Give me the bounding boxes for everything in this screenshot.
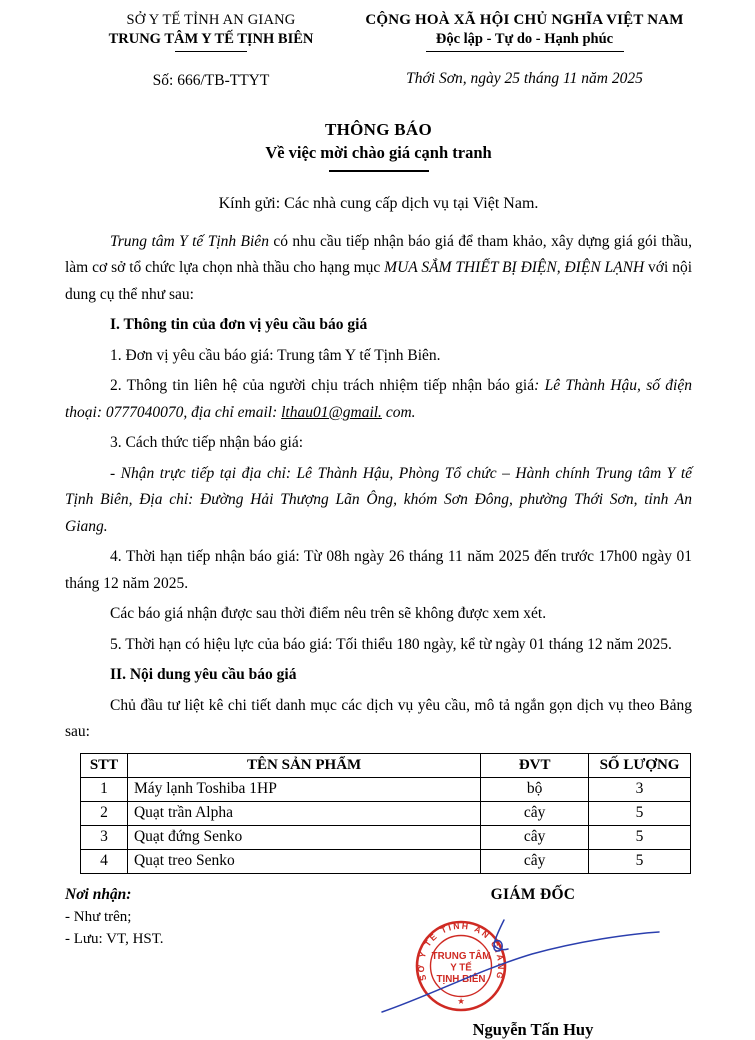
intro-project-name: MUA SẮM THIẾT BỊ ĐIỆN, ĐIỆN LẠNH bbox=[384, 259, 645, 276]
cell-product: Quạt trần Alpha bbox=[127, 801, 480, 825]
signer-name: Nguyễn Tấn Huy bbox=[472, 1019, 594, 1039]
document-body bbox=[65, 229, 692, 746]
intro-body-text: có nhu cầu tiếp nhận báo giá để tham khảo, xây dựng giá gói thầu, làm cơ sở tổ chức lựa chọn nhà thầu cho hạng mục bbox=[65, 232, 693, 276]
document-subtitle: Về việc mời chào giá cạnh tranh bbox=[265, 143, 492, 162]
cell-product: Máy lạnh Toshiba 1HP bbox=[127, 777, 480, 801]
cell-unit: cây bbox=[481, 801, 589, 825]
col-header-quantity: SỐ LƯỢNG bbox=[589, 753, 691, 777]
item2-contact: : Lê Thành Hậu, số điện thoại: 0777040070, địa chỉ email: bbox=[65, 377, 692, 421]
item2-tail: com. bbox=[381, 403, 416, 421]
intro-tail-text: với nội dung cụ thể như sau: bbox=[65, 259, 693, 303]
document-number: Số: 666/TB-TTYT bbox=[152, 72, 270, 89]
contact-email-link[interactable]: lthau01@gmail. bbox=[281, 403, 382, 421]
national-title: CỘNG HOÀ XÃ HỘI CHỦ NGHĨA VIỆT NAM bbox=[365, 12, 684, 28]
stamp-and-signature bbox=[374, 908, 692, 1024]
official-stamp-signature-graphic bbox=[374, 908, 692, 1024]
parent-agency-name: SỞ Y TẾ TỈNH AN GIANG bbox=[126, 12, 296, 28]
table-row bbox=[81, 777, 691, 801]
intro-paragraph bbox=[65, 229, 692, 309]
title-underline bbox=[329, 170, 429, 172]
signer-title: GIÁM ĐỐC bbox=[490, 885, 576, 903]
cell-product: Quạt đứng Senko bbox=[127, 825, 480, 849]
section1-item1: 1. Đơn vị yêu cầu báo giá: Trung tâm Y tế Tịnh Biên. bbox=[110, 346, 441, 364]
intro-org-name: Trung tâm Y tế Tịnh Biên bbox=[110, 232, 269, 250]
section2-heading: II. Nội dung yêu cầu báo giá bbox=[110, 666, 297, 683]
agency-underline bbox=[175, 51, 247, 52]
salutation-line: Kính gửi: Các nhà cung cấp dịch vụ tại Việt Nam. bbox=[218, 194, 539, 212]
recipients-block bbox=[65, 886, 374, 1040]
stamp-ring-text: SỞ Y TẾ TỈNH AN GIANG bbox=[415, 920, 507, 982]
stamp-star-icon: ★ bbox=[457, 995, 465, 1006]
national-motto: Độc lập - Tự do - Hạnh phúc bbox=[435, 31, 614, 47]
table-header-row bbox=[81, 753, 691, 777]
cell-unit: cây bbox=[481, 825, 589, 849]
recipient-line: - Như trên; bbox=[65, 908, 132, 925]
cell-stt: 1 bbox=[81, 777, 128, 801]
recipient-line: - Lưu: VT, HST. bbox=[65, 930, 164, 947]
cell-stt: 4 bbox=[81, 849, 128, 873]
document-title: THÔNG BÁO bbox=[324, 120, 433, 139]
cell-stt: 2 bbox=[81, 801, 128, 825]
table-row bbox=[81, 849, 691, 873]
section1-item3: 3. Cách thức tiếp nhận báo giá: bbox=[110, 434, 304, 451]
cell-product: Quạt treo Senko bbox=[127, 849, 480, 873]
issuing-agency-block bbox=[65, 12, 357, 90]
section1-item4: 4. Thời hạn tiếp nhận báo giá: Từ 08h ngày 26 tháng 11 năm 2025 đến trước 17h00 ngày 01 tháng 12 năm 2025. bbox=[65, 548, 692, 592]
stamp-center-line1: TRUNG TÂM bbox=[431, 950, 491, 962]
signature-block bbox=[374, 886, 692, 1040]
section1-item5: 5. Thời hạn có hiệu lực của báo giá: Tối thiểu 180 ngày, kể từ ngày 01 tháng 12 năm 2025. bbox=[110, 635, 672, 653]
section2-intro: Chủ đầu tư liệt kê chi tiết danh mục các dịch vụ yêu cầu, mô tả ngắn gọn dịch vụ theo Bảng sau: bbox=[65, 696, 692, 740]
agency-name: TRUNG TÂM Y TẾ TỊNH BIÊN bbox=[108, 31, 314, 47]
col-header-unit: ĐVT bbox=[481, 753, 589, 777]
cell-unit: bộ bbox=[481, 777, 589, 801]
motto-underline bbox=[426, 51, 624, 52]
table-row bbox=[81, 801, 691, 825]
items-table bbox=[80, 753, 691, 874]
stamp-center-line3: TỊNH BIÊN bbox=[436, 973, 486, 985]
section1-item3-detail: - Nhận trực tiếp tại địa chỉ: Lê Thành Hậu, Phòng Tổ chức – Hành chính Trung tâm Y tế Tịnh Biên, Địa chỉ: Đường Hải Thượng Lãn Ông, khóm Sơn Đông, phường Thới Sơn, tỉnh An Giang. bbox=[65, 464, 692, 535]
item2-lead: 2. Thông tin liên hệ của người chịu trách nhiệm tiếp nhận báo giá bbox=[110, 377, 535, 394]
col-header-product: TÊN SẢN PHẨM bbox=[127, 753, 480, 777]
cell-stt: 3 bbox=[81, 825, 128, 849]
cell-quantity: 5 bbox=[589, 801, 691, 825]
section1-item2 bbox=[65, 373, 692, 426]
cell-unit: cây bbox=[481, 849, 589, 873]
cell-quantity: 5 bbox=[589, 825, 691, 849]
section1-note: Các báo giá nhận được sau thời điểm nêu trên sẽ không được xem xét. bbox=[110, 605, 547, 622]
cell-quantity: 5 bbox=[589, 849, 691, 873]
table-row bbox=[81, 825, 691, 849]
cell-quantity: 3 bbox=[589, 777, 691, 801]
section1-heading: I. Thông tin của đơn vị yêu cầu báo giá bbox=[110, 316, 368, 333]
place-date-line: Thới Sơn, ngày 25 tháng 11 năm 2025 bbox=[406, 70, 643, 87]
document-footer bbox=[65, 886, 692, 1040]
title-block bbox=[65, 120, 692, 172]
document-header bbox=[65, 12, 692, 90]
stamp-center-line2: Y TẾ bbox=[450, 962, 472, 973]
col-header-stt: STT bbox=[81, 753, 128, 777]
recipients-label: Nơi nhận: bbox=[65, 885, 132, 903]
national-motto-block bbox=[357, 12, 692, 90]
